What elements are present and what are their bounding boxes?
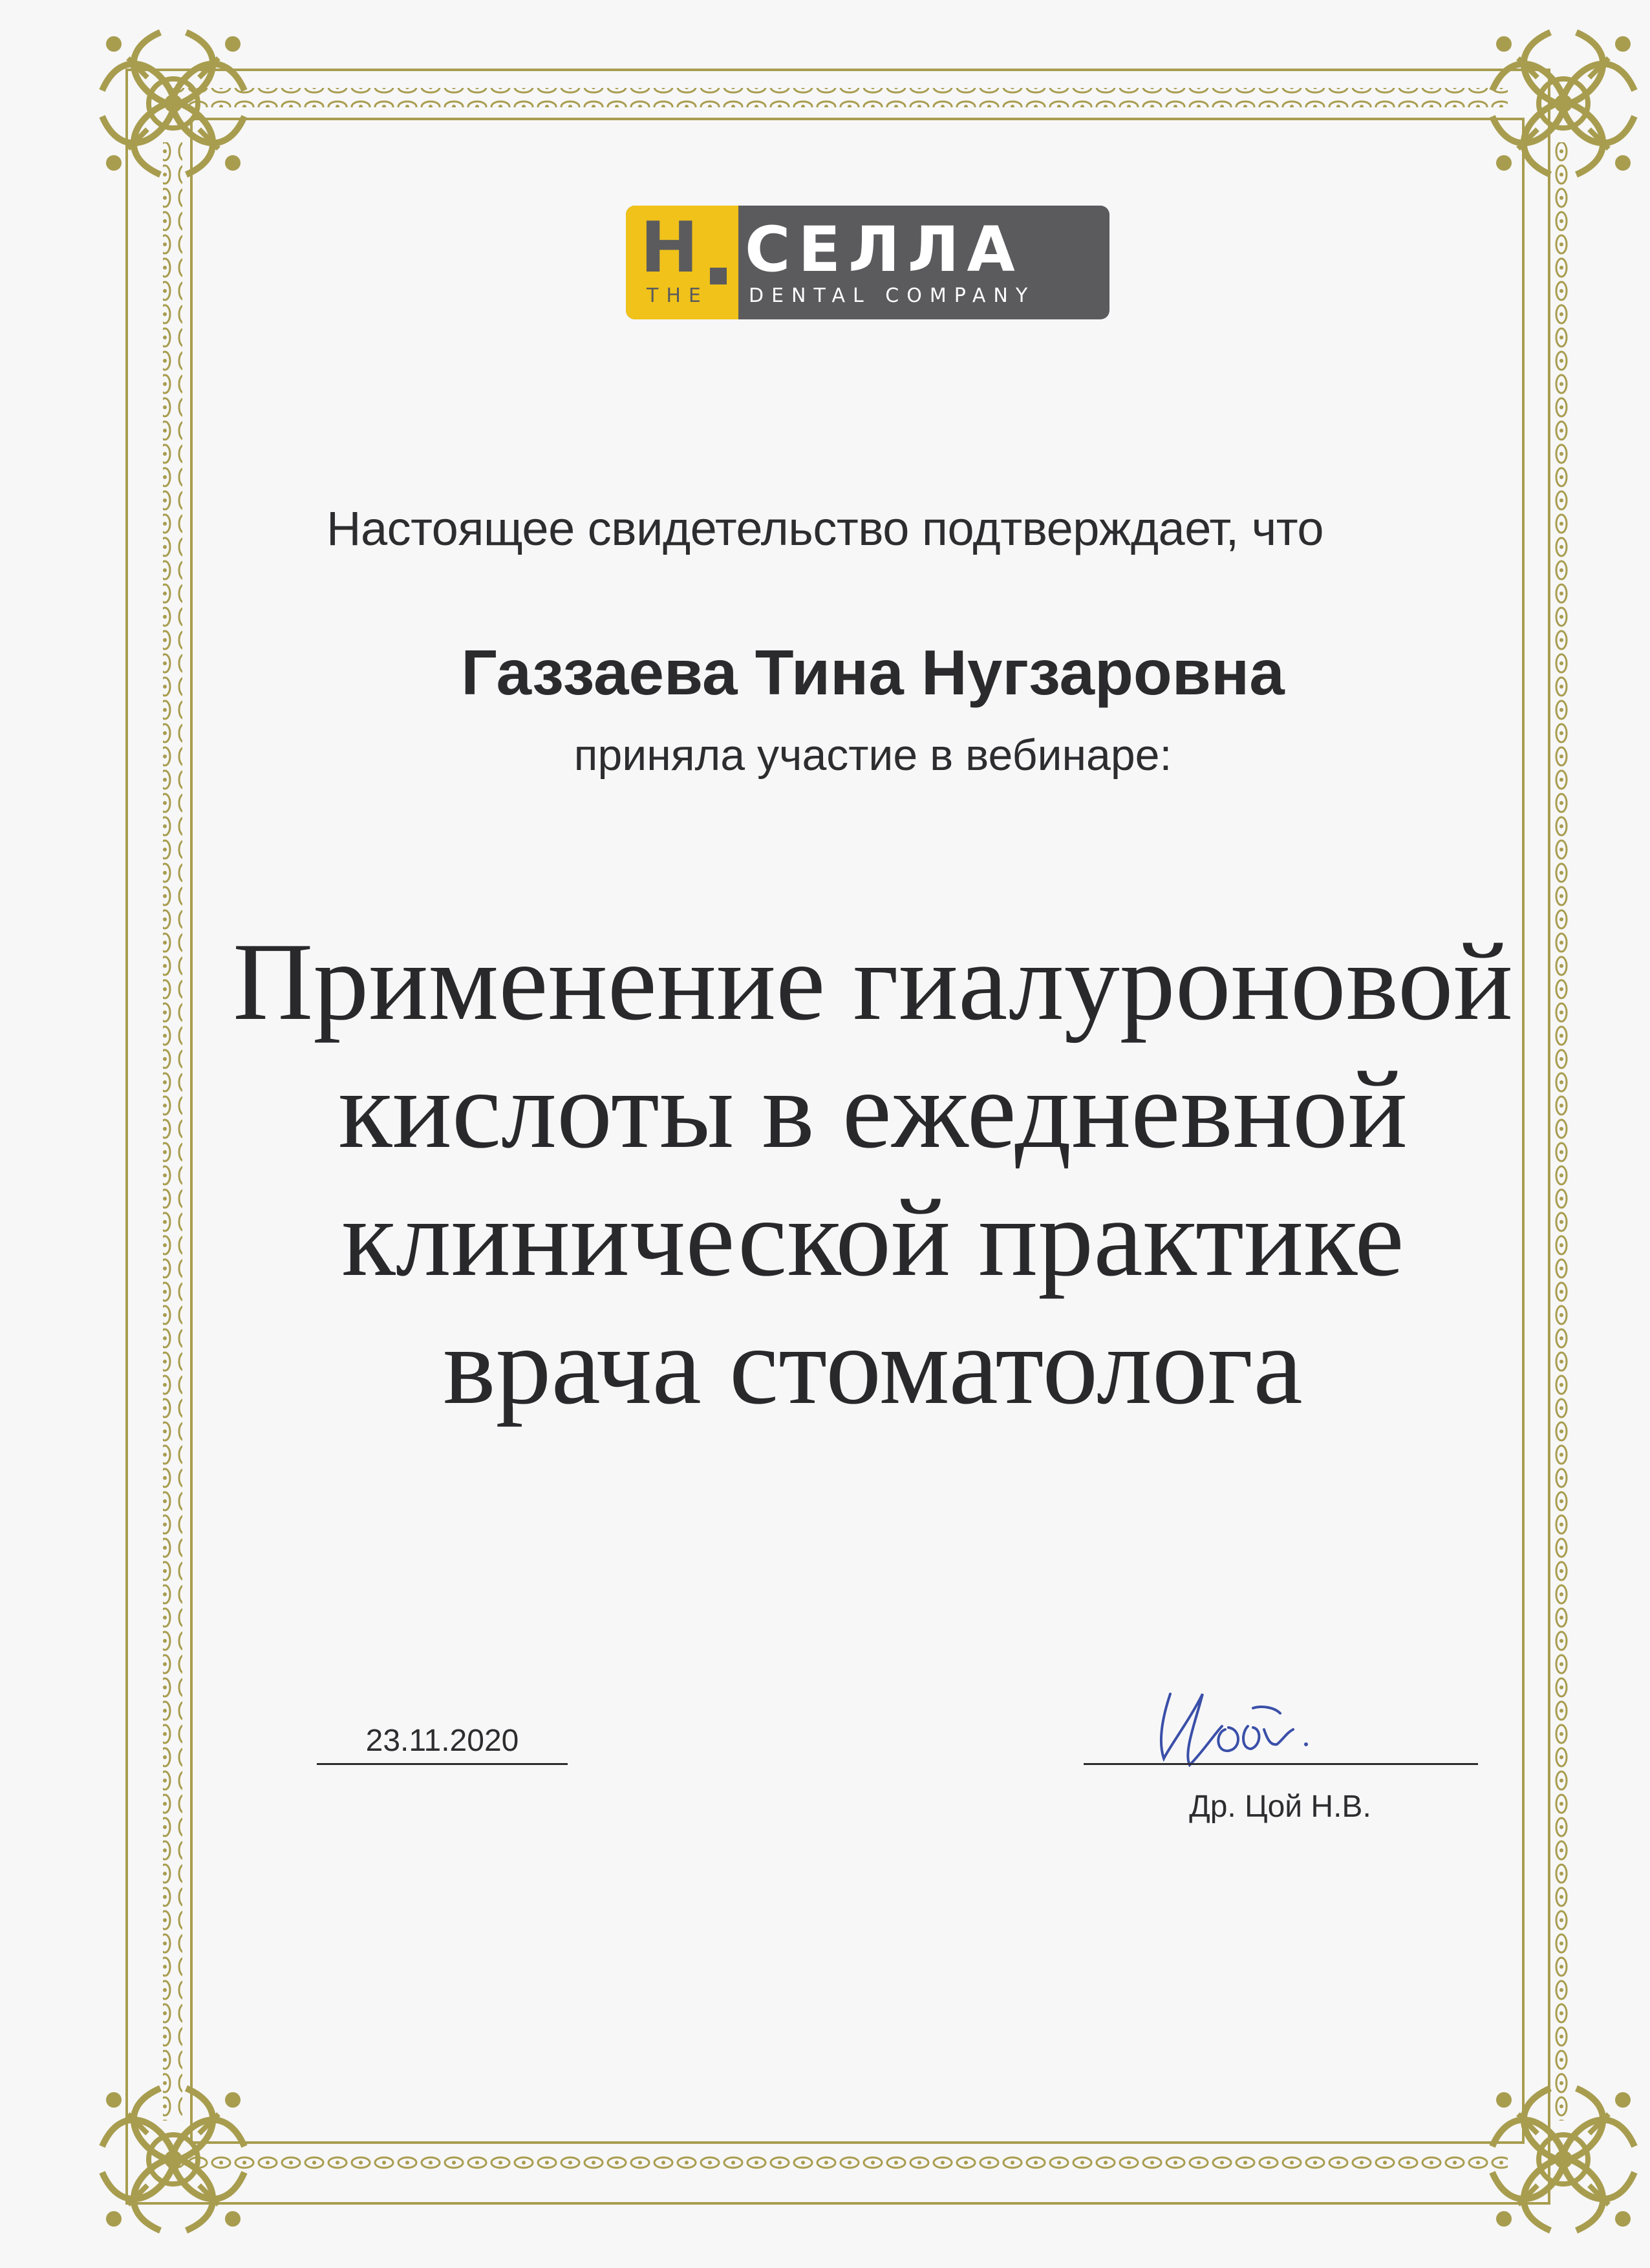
- date-value: 23.11.2020: [365, 1724, 519, 1758]
- webinar-title: [0, 918, 1650, 1430]
- logo-letter: Н: [640, 208, 700, 288]
- logo-name: СЕЛЛА: [745, 213, 1023, 286]
- logo-dot: [710, 268, 727, 284]
- logo-tagline: DENTAL COMPANY: [749, 284, 1036, 307]
- logo-tagline-the: THE: [647, 284, 709, 307]
- recipient-name: Газзаева Тина Нугзаровна: [461, 637, 1285, 708]
- participation-text: приняла участие в вебинаре:: [573, 731, 1172, 780]
- company-logo: [626, 206, 1109, 319]
- webinar-title-line: врача стоматолога: [443, 1305, 1303, 1428]
- signer-name: Др. Цой Н.В.: [1189, 1790, 1371, 1824]
- intro-text: Настоящее свидетельство подтверждает, что: [327, 502, 1323, 555]
- date-underline: [317, 1763, 568, 1765]
- signature-underline: [1084, 1763, 1478, 1765]
- webinar-title-line: клинической практике: [341, 1177, 1404, 1300]
- webinar-title-line: кислоты в ежедневной: [338, 1049, 1408, 1171]
- webinar-title-line: Применение гиалуроновой: [233, 921, 1513, 1043]
- handwritten-signature: [1144, 1668, 1351, 1784]
